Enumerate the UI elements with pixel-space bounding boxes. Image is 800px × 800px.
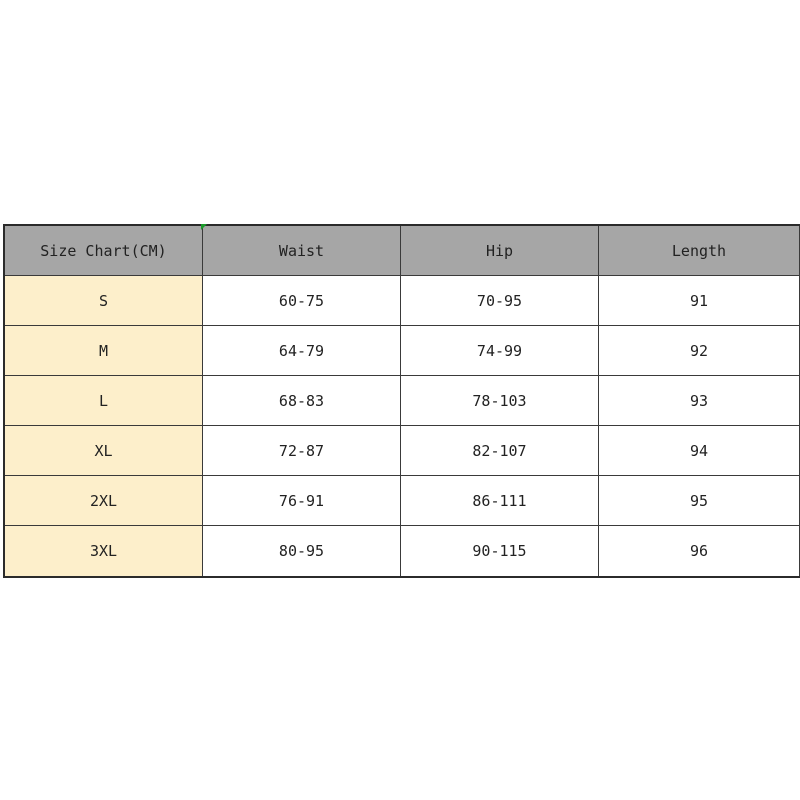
size-cell: S bbox=[5, 276, 203, 325]
hip-cell: 90-115 bbox=[401, 526, 599, 576]
size-chart-table bbox=[3, 224, 800, 578]
size-cell: 3XL bbox=[5, 526, 203, 576]
hip-cell: 82-107 bbox=[401, 426, 599, 475]
size-cell: 2XL bbox=[5, 476, 203, 525]
hip-cell: 70-95 bbox=[401, 276, 599, 325]
length-cell: 91 bbox=[599, 276, 800, 325]
table-header-row bbox=[5, 226, 800, 276]
table-row bbox=[5, 376, 800, 426]
hip-cell: 86-111 bbox=[401, 476, 599, 525]
table-row bbox=[5, 276, 800, 326]
table-row bbox=[5, 326, 800, 376]
length-cell: 93 bbox=[599, 376, 800, 425]
header-hip: Hip bbox=[401, 226, 599, 275]
waist-cell: 76-91 bbox=[203, 476, 401, 525]
length-cell: 95 bbox=[599, 476, 800, 525]
length-cell: 92 bbox=[599, 326, 800, 375]
header-waist: Waist bbox=[203, 226, 401, 275]
length-cell: 96 bbox=[599, 526, 800, 576]
size-cell: M bbox=[5, 326, 203, 375]
cell-comment-marker bbox=[201, 224, 207, 230]
header-length: Length bbox=[599, 226, 800, 275]
waist-cell: 64-79 bbox=[203, 326, 401, 375]
table-row bbox=[5, 426, 800, 476]
waist-cell: 60-75 bbox=[203, 276, 401, 325]
size-cell: XL bbox=[5, 426, 203, 475]
table-row bbox=[5, 476, 800, 526]
size-cell: L bbox=[5, 376, 203, 425]
hip-cell: 74-99 bbox=[401, 326, 599, 375]
header-size-chart: Size Chart(CM) bbox=[5, 226, 203, 275]
waist-cell: 68-83 bbox=[203, 376, 401, 425]
table-row bbox=[5, 526, 800, 576]
length-cell: 94 bbox=[599, 426, 800, 475]
hip-cell: 78-103 bbox=[401, 376, 599, 425]
waist-cell: 72-87 bbox=[203, 426, 401, 475]
waist-cell: 80-95 bbox=[203, 526, 401, 576]
